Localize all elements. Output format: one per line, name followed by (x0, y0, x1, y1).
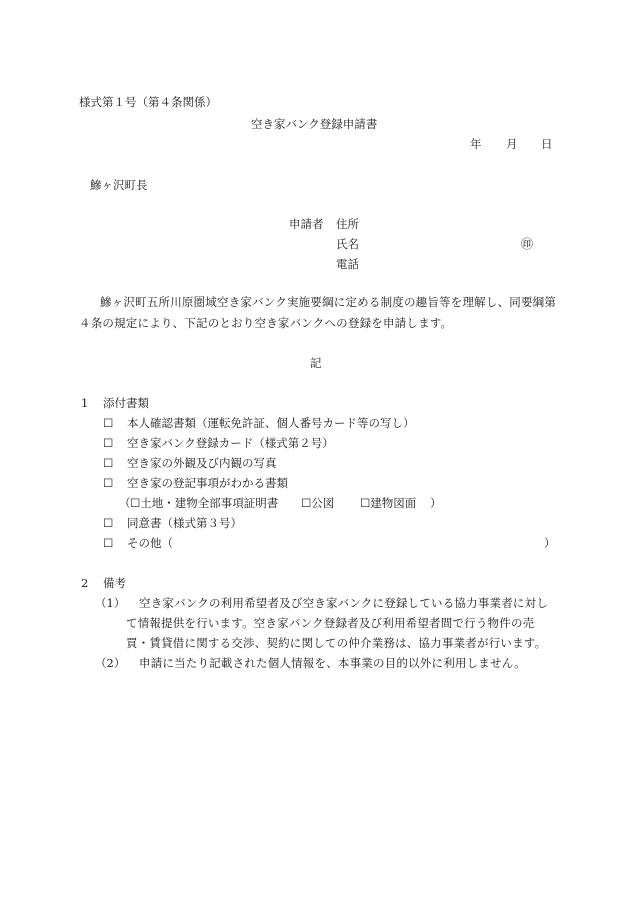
note-1-line-2: て情報提供を行います。空き家バンク登録者及び利用希望者間で行う物件の売 (126, 616, 535, 630)
note-1-line-3: 買・賃貸借に関する交渉、契約に関しての仲介業務は、協力事業者が行います。 (126, 636, 547, 650)
intro-line-1: 鰺ヶ沢町五所川原圏域空き家バンク実施要綱に定める制度の趣旨等を理解し、同要綱第 (100, 295, 557, 309)
attachment-item-card[interactable]: ☐ 空き家バンク登録カード（様式第２号） (103, 436, 334, 450)
date-year-label: 年 (470, 137, 482, 151)
note-2-label: （2） (95, 656, 126, 670)
intro-line-2: ４条の規定により、下記のとおり空き家バンクへの登録を申請します。 (79, 316, 453, 330)
note-1-label: （1） (95, 596, 126, 610)
attachment-item-other[interactable]: ☐ その他（ (103, 536, 173, 550)
section2-title: 備考 (103, 576, 126, 590)
attachment-item-consent[interactable]: ☐ 同意書（様式第３号） (103, 516, 242, 530)
registry-option-land-building[interactable]: ☐土地・建物全部事項証明書 (130, 496, 279, 510)
section1-title: 添付書類 (103, 396, 149, 410)
other-close-paren: ） (544, 536, 556, 550)
date-day-label: 日 (541, 137, 553, 151)
document-title: 空き家バンク登録申請書 (251, 117, 378, 131)
checkbox-icon[interactable]: ☐ (103, 456, 114, 470)
section1-number: 1 (81, 396, 89, 410)
checkbox-icon[interactable]: ☐ (103, 536, 114, 550)
registry-option-building-plan[interactable]: ☐建物図面 (360, 496, 417, 510)
address-label: 住所 (336, 217, 359, 231)
registry-sub-open: （ (119, 496, 131, 510)
section2-number: 2 (81, 576, 89, 590)
note-2-line-1: 申請に当たり記載された個人情報を、本事業の目的以外に利用しません。 (139, 656, 526, 670)
checkbox-icon[interactable]: ☐ (103, 476, 114, 490)
name-label: 氏名 (336, 237, 359, 251)
attachment-item-photos[interactable]: ☐ 空き家の外観及び内観の写真 (103, 456, 277, 470)
checkbox-icon[interactable]: ☐ (103, 436, 114, 450)
attachment-item-id[interactable]: ☐ 本人確認書類（運転免許証、個人番号カード等の写し） (103, 416, 415, 430)
checkbox-icon[interactable]: ☐ (103, 516, 114, 530)
phone-label: 電話 (336, 257, 359, 271)
addressee: 鰺ヶ沢町長 (90, 178, 148, 192)
checkbox-icon[interactable]: ☐ (103, 416, 114, 430)
ki-heading: 記 (310, 356, 322, 370)
applicant-label: 申請者 (289, 217, 324, 231)
seal-mark: ㊞ (521, 237, 534, 251)
registry-sub-close: ） (430, 496, 442, 510)
note-1-line-1: 空き家バンクの利用希望者及び空き家バンクに登録している協力事業者に対し (139, 596, 549, 610)
attachment-item-registry[interactable]: ☐ 空き家の登記事項がわかる書類 (103, 476, 288, 490)
date-month-label: 月 (506, 137, 518, 151)
registry-option-cadastral-map[interactable]: ☐公図 (301, 496, 335, 510)
form-number: 様式第１号（第４条関係） (79, 95, 217, 109)
